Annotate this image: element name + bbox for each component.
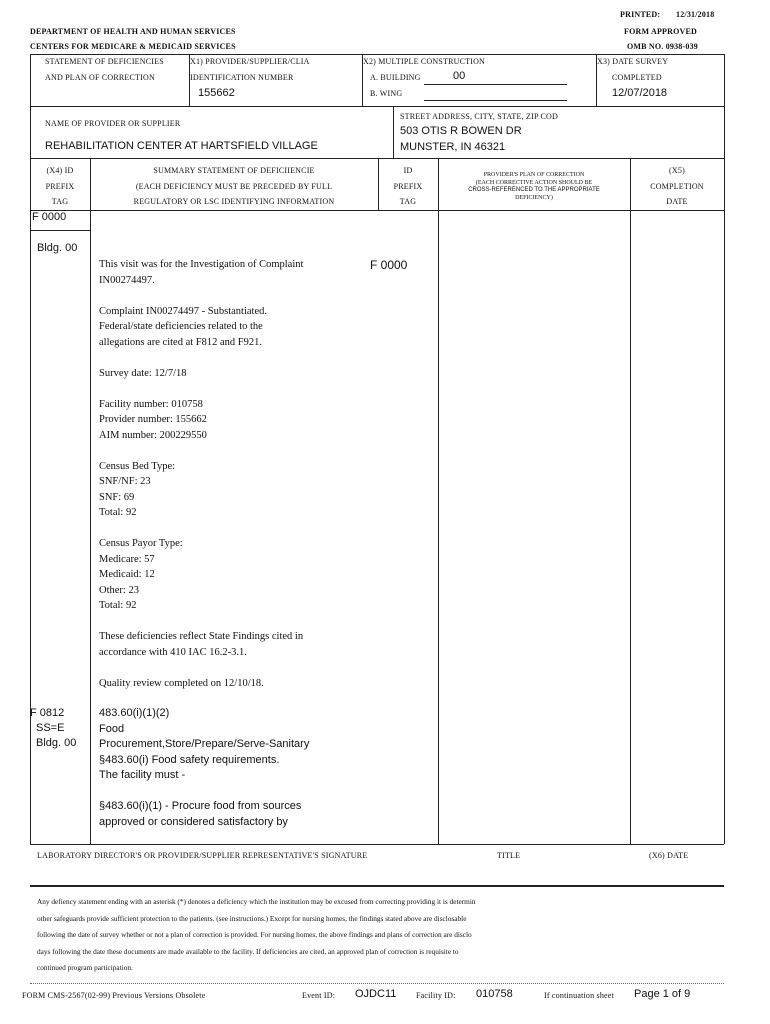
summary-line: Medicare: 57 xyxy=(99,553,155,565)
summary-line: §483.60(i) Food safety requirements. xyxy=(99,753,280,766)
summary-line: Provider number: 155662 xyxy=(99,414,207,425)
event-id-value: OJDC11 xyxy=(355,988,397,1000)
wing-label: B. WING xyxy=(370,89,403,98)
summary-line: SNF: 69 xyxy=(99,491,135,503)
plan-header-2: (EACH CORRECTIVE ACTION SHOULD BE xyxy=(475,180,593,186)
date-survey-value: 12/07/2018 xyxy=(612,87,668,99)
building-tag-2: Bldg. 00 xyxy=(36,737,77,749)
omb-number: OMB NO. 0938-039 xyxy=(627,42,698,51)
address-line-2: MUNSTER, IN 46321 xyxy=(400,141,506,153)
plan-header-1: PROVIDER'S PLAN OF CORRECTION xyxy=(483,172,585,178)
summary-line: Quality review completed on 12/10/18. xyxy=(99,677,264,689)
summary-line: SNF/NF: 23 xyxy=(99,476,151,487)
prefix-tag-2 xyxy=(30,706,76,751)
id-header: ID xyxy=(403,166,413,175)
printed-date: 12/31/2018 xyxy=(676,10,715,19)
date-survey-label-1: X3) DATE SURVEY xyxy=(597,57,669,66)
construction-label: X2) MULTIPLE CONSTRUCTION xyxy=(363,57,486,66)
address-label: STREET ADDRESS, CITY, STATE, ZIP COD xyxy=(400,112,558,121)
prefix-tag-2-code: F 0812 xyxy=(30,707,65,719)
summary-line: IN00274497. xyxy=(99,274,155,286)
x6-date-label: (X6) DATE xyxy=(649,851,689,860)
title-label: TITLE xyxy=(497,851,521,860)
date-survey-label-2: COMPLETED xyxy=(612,73,662,82)
summary-text-1 xyxy=(99,257,303,691)
summary-line: AIM number: 200229550 xyxy=(99,429,207,441)
summary-line: Medicaid: 12 xyxy=(99,569,155,580)
summary-text-2 xyxy=(99,706,309,830)
summary-header-2: (EACH DEFICIENCY MUST BE PRECEDED BY FULL xyxy=(135,182,333,191)
statement-label-2: AND PLAN OF CORRECTION xyxy=(45,73,155,82)
disclaimer-line: Any defiency statement ending with an asterisk (*) denotes a deficiency which the institution may be excused from correcting providing it is determin xyxy=(37,897,476,906)
provider-id-label-2: IDENTIFICATION NUMBER xyxy=(190,73,294,82)
x4-tag-header: TAG xyxy=(51,197,69,206)
scope-severity: SS=E xyxy=(36,722,65,734)
plan-header-4: DEFICIENCY) xyxy=(515,195,553,201)
summary-line: Total: 92 xyxy=(99,600,137,611)
id-prefix-tag-1: F 0000 xyxy=(370,258,408,272)
summary-line: Procurement,Store/Prepare/Serve-Sanitary xyxy=(99,738,310,750)
summary-line xyxy=(99,614,303,630)
building-label: A. BUILDING xyxy=(370,73,421,82)
summary-line: §483.60(i)(1) - Procure food from sources xyxy=(99,800,302,812)
provider-id-value: 155662 xyxy=(198,87,235,99)
building-value: 00 xyxy=(453,70,466,82)
department-title: DEPARTMENT OF HEALTH AND HUMAN SERVICES xyxy=(30,27,236,36)
summary-line: These deficiencies reflect State Findings cited in xyxy=(99,631,304,642)
statement-label-1: STATEMENT OF DEFICIENCIES xyxy=(45,57,164,66)
summary-line: Census Payor Type: xyxy=(99,538,183,549)
summary-line: This visit was for the Investigation of Complaint xyxy=(99,259,304,270)
x5-date-header: DATE xyxy=(666,197,688,206)
id-tag-header: TAG xyxy=(399,197,417,206)
summary-header-3: REGULATORY OR LSC IDENTIFYING INFORMATION xyxy=(133,197,335,206)
summary-line: approved or considered satisfactory by xyxy=(99,815,288,828)
summary-line: Total: 92 xyxy=(99,507,137,518)
id-prefix-header: PREFIX xyxy=(393,182,423,191)
summary-header-1: SUMMARY STATEMENT OF DEFICIIENCIE xyxy=(153,166,315,175)
summary-line xyxy=(99,521,303,537)
summary-line: Federal/state deficiencies related to the xyxy=(99,321,263,332)
address-line-1: 503 OTIS R BOWEN DR xyxy=(400,125,522,137)
x4-id-header: (X4) ID xyxy=(46,166,74,175)
x5-header: (X5) xyxy=(669,166,685,175)
form-approved: FORM APPROVED xyxy=(624,27,698,36)
building-tag-1: Bldg. 00 xyxy=(37,242,78,254)
printed-label: PRINTED: xyxy=(620,10,661,19)
x5-completion-header: COMPLETION xyxy=(650,182,704,191)
facility-id-value: 010758 xyxy=(476,988,513,1000)
summary-line: Survey date: 12/7/18 xyxy=(99,367,187,379)
facility-id-label: Facility ID: xyxy=(416,991,456,1000)
provider-id-label-1: X1) PROVIDER/SUPPLIER/CLIA xyxy=(190,57,310,66)
summary-line: Census Bed Type: xyxy=(99,460,176,472)
x4-prefix-header: PREFIX xyxy=(45,182,75,191)
summary-line xyxy=(99,350,303,366)
page-number: Page 1 of 9 xyxy=(634,988,691,1000)
disclaimer-line: following the date of survey whether or not a plan of correction is provided. For nursing homes, the above findings and plans of correction are disclo xyxy=(37,930,472,939)
disclaimer xyxy=(37,894,476,977)
summary-line xyxy=(99,381,303,397)
summary-line xyxy=(99,784,309,800)
summary-line: The facility must - xyxy=(99,769,186,781)
event-id-label: Event ID: xyxy=(302,991,336,1000)
signature-label: LABORATORY DIRECTOR'S OR PROVIDER/SUPPLIER REPRESENTATIVE'S SIGNATURE xyxy=(37,851,368,860)
summary-line xyxy=(99,660,303,676)
continuation-label: If continuation sheet xyxy=(544,991,614,1000)
form-number: FORM CMS-2567(02-99) Previous Versions Obsolete xyxy=(22,991,206,1000)
summary-line: 483.60(i)(1)(2) xyxy=(99,707,170,719)
prefix-tag-1: F 0000 xyxy=(32,211,67,223)
cms-title: CENTERS FOR MEDICARE & MEDICAID SERVICES xyxy=(30,42,236,51)
provider-name-value: REHABILITATION CENTER AT HARTSFIELD VILLAGE xyxy=(45,140,318,152)
disclaimer-line: days following the date these documents are made available to the facility. If deficiencies are cited, an approved plan of correction is requisite to xyxy=(37,946,459,956)
disclaimer-line: continued program participation. xyxy=(37,963,133,972)
disclaimer-line: other safeguards provide sufficient protection to the patients. (see instructions.) Except for nursing homes, the findings stated above are disclosable xyxy=(37,913,467,923)
summary-line: accordance with 410 IAC 16.2-3.1. xyxy=(99,646,247,658)
summary-line: Food xyxy=(99,722,125,735)
plan-header-3: CROSS-REFERENCED TO THE APPROPRIATE xyxy=(468,187,600,193)
summary-line: allegations are cited at F812 and F921. xyxy=(99,336,263,348)
summary-line: Other: 23 xyxy=(99,584,139,596)
summary-line: Complaint IN00274497 - Substantiated. xyxy=(99,305,267,317)
provider-name-label: NAME OF PROVIDER OR SUPPLIER xyxy=(45,119,181,128)
summary-line xyxy=(99,443,303,459)
summary-line xyxy=(99,288,303,304)
summary-line: Facility number: 010758 xyxy=(99,398,203,410)
